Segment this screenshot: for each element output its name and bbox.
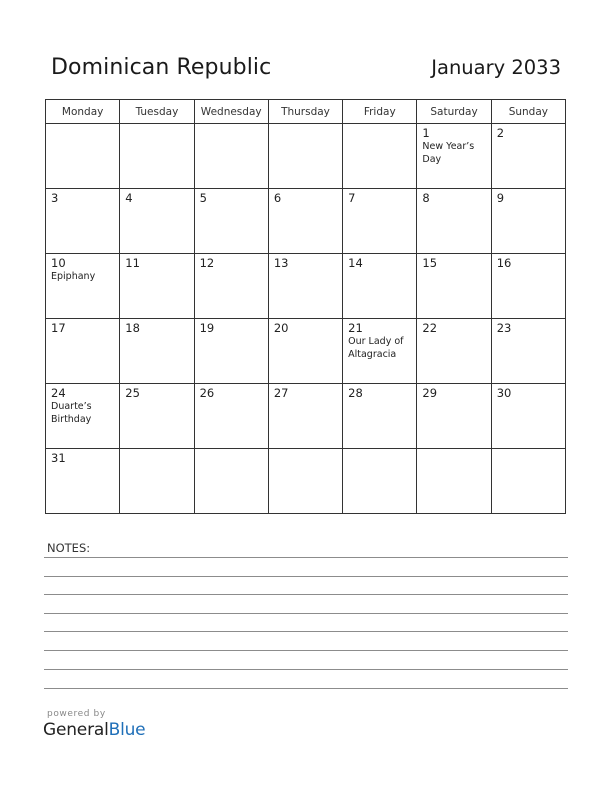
weekday-header: Saturday: [417, 100, 491, 124]
day-number: 1: [422, 126, 430, 140]
day-number: 14: [348, 256, 363, 270]
day-cell: [343, 124, 417, 189]
weekday-header: Sunday: [491, 100, 565, 124]
day-cell: [194, 254, 268, 319]
day-cell: [491, 319, 565, 384]
day-cell: [268, 319, 342, 384]
day-number: 13: [273, 256, 289, 270]
day-cell: [491, 449, 565, 514]
day-cell: [194, 384, 268, 449]
powered-by-text: powered by: [47, 709, 106, 719]
day-cell: [46, 319, 120, 384]
notes-line: [44, 613, 568, 614]
day-cell: [343, 449, 417, 514]
day-cell: [46, 449, 120, 514]
day-number: 4: [125, 191, 133, 205]
brand-blue: Blue: [108, 720, 146, 740]
day-cell: [46, 254, 120, 319]
holiday-label: Our Lady of Altagracia: [348, 336, 404, 360]
day-cell: [194, 124, 268, 189]
day-cell: [491, 124, 565, 189]
day-number: 20: [273, 321, 289, 335]
day-number: 8: [422, 191, 430, 205]
day-number: 15: [422, 256, 438, 270]
notes-line: [44, 557, 568, 558]
day-cell: [417, 189, 491, 254]
day-number: 3: [51, 191, 59, 205]
week-row: [46, 449, 566, 514]
day-number: 23: [496, 321, 512, 335]
week-row: [46, 254, 566, 319]
day-cell: [268, 124, 342, 189]
day-number: 18: [125, 321, 140, 335]
holiday-label: New Year’s Day: [422, 141, 475, 165]
day-number: 5: [199, 191, 207, 205]
notes-line: [44, 650, 568, 651]
day-cell: [120, 254, 194, 319]
day-number: 24: [51, 386, 66, 400]
day-cell: [120, 384, 194, 449]
day-cell: [417, 254, 491, 319]
day-number: 2: [496, 126, 505, 140]
day-cell: [343, 189, 417, 254]
day-number: 10: [51, 256, 66, 270]
day-number: 28: [348, 386, 363, 400]
notes-line: [44, 594, 568, 595]
day-cell: [46, 384, 120, 449]
day-number: 19: [199, 321, 215, 335]
calendar-grid: [45, 99, 566, 514]
day-cell: [268, 189, 342, 254]
calendar-month-title: January 2033: [431, 56, 561, 79]
day-cell: [491, 189, 565, 254]
day-cell: [343, 319, 417, 384]
day-number: 30: [496, 386, 512, 400]
week-row: [46, 384, 566, 449]
weekday-header-row: [46, 100, 566, 124]
day-cell: [417, 449, 491, 514]
day-number: 29: [422, 386, 438, 400]
weekday-header: Friday: [343, 100, 417, 124]
notes-line: [44, 576, 568, 577]
week-row: [46, 189, 566, 254]
day-cell: [268, 449, 342, 514]
day-number: 6: [273, 191, 282, 205]
day-number: 12: [199, 256, 215, 270]
day-cell: [268, 384, 342, 449]
week-row: [46, 319, 566, 384]
day-cell: [194, 189, 268, 254]
day-number: 22: [422, 321, 438, 335]
holiday-label: Epiphany: [51, 271, 96, 282]
day-cell: [343, 254, 417, 319]
brand-general: General: [43, 720, 109, 740]
weekday-header: Monday: [46, 100, 120, 124]
day-number: 26: [199, 386, 215, 400]
day-cell: [417, 319, 491, 384]
day-cell: [46, 124, 120, 189]
notes-line: [44, 688, 568, 689]
day-cell: [120, 124, 194, 189]
day-cell: [343, 384, 417, 449]
weekday-header: Thursday: [268, 100, 342, 124]
day-number: 21: [348, 321, 363, 335]
notes-line: [44, 669, 568, 670]
day-number: 16: [496, 256, 512, 270]
day-cell: [194, 449, 268, 514]
day-cell: [417, 384, 491, 449]
day-number: 9: [496, 191, 505, 205]
calendar-country-title: Dominican Republic: [51, 55, 272, 80]
day-cell: [491, 254, 565, 319]
generalblue-logo: [43, 720, 145, 740]
day-number: 7: [348, 191, 356, 205]
day-cell: [194, 319, 268, 384]
day-number: 27: [273, 386, 289, 400]
weekday-header: Tuesday: [120, 100, 194, 124]
day-cell: [120, 449, 194, 514]
day-number: 17: [51, 321, 66, 335]
day-number: 31: [51, 451, 66, 465]
day-number: 11: [125, 256, 140, 270]
day-cell: [120, 189, 194, 254]
day-cell: [491, 384, 565, 449]
day-cell: [268, 254, 342, 319]
week-row: [46, 124, 566, 189]
day-cell: [417, 124, 491, 189]
weekday-header: Wednesday: [194, 100, 268, 124]
day-cell: [46, 189, 120, 254]
notes-label: NOTES:: [47, 541, 91, 555]
day-number: 25: [125, 386, 140, 400]
day-cell: [120, 319, 194, 384]
notes-line: [44, 631, 568, 632]
holiday-label: Duarte’s Birthday: [51, 401, 92, 425]
